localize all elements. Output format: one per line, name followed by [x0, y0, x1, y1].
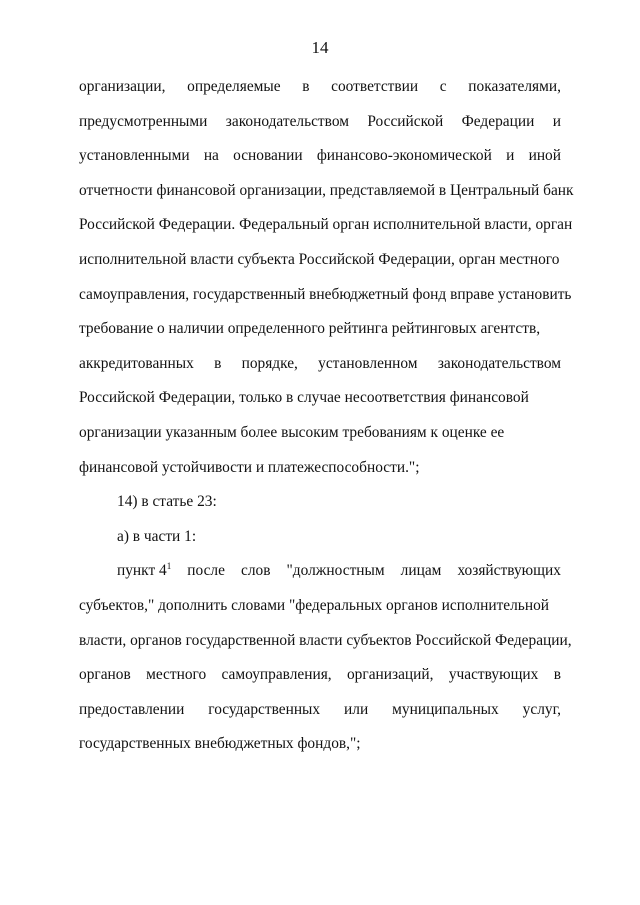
word: местного	[146, 666, 207, 684]
word: Российской	[367, 112, 444, 130]
text-line	[79, 312, 561, 347]
line-text: исполнительной власти субъекта Российской Федерации, орган местного	[79, 250, 560, 268]
text-line	[79, 381, 561, 416]
word: показателями,	[468, 78, 561, 95]
word: лицам	[400, 562, 442, 580]
word: иной	[528, 147, 561, 165]
word: с	[439, 78, 447, 95]
word: слов	[240, 562, 271, 580]
text-line	[79, 139, 561, 174]
text-line	[79, 624, 572, 659]
word: основании	[233, 147, 303, 165]
punkt-label: пункт 4	[117, 562, 167, 580]
text-line	[79, 727, 561, 762]
word: хозяйствующих	[457, 562, 561, 580]
paragraph-punkt-4-1	[79, 554, 572, 762]
word: соответствии	[331, 78, 419, 95]
punkt-reference	[117, 554, 171, 589]
word: государственных	[208, 700, 321, 718]
punkt-superscript: 1	[166, 561, 172, 572]
text-line	[79, 347, 561, 382]
word: на	[203, 147, 219, 165]
text-line	[79, 174, 574, 209]
word: законодательством	[437, 354, 561, 372]
word: установленными	[79, 147, 190, 165]
word: финансово-экономической	[316, 147, 492, 165]
text-line	[79, 243, 561, 278]
word: организации,	[79, 78, 166, 95]
line-text: Российской Федерации, только в случае несоответствия финансовой	[79, 389, 529, 407]
item-14	[79, 485, 561, 520]
word: предусмотренными	[79, 112, 208, 130]
text-line	[79, 208, 573, 243]
word: законодательством	[225, 112, 349, 130]
word: участвующих	[448, 666, 539, 684]
word: предоставлении	[79, 700, 185, 718]
line-text: Российской Федерации. Федеральный орган исполнительной власти, орган	[79, 216, 573, 234]
line-text: финансовой устойчивости и платежеспособности.";	[79, 458, 420, 476]
item-14-label: 14) в статье 23:	[117, 493, 217, 511]
word: самоуправления,	[221, 666, 332, 684]
document-body	[79, 70, 574, 762]
word: установленном	[318, 354, 418, 372]
text-line	[79, 589, 561, 624]
word: определяемые	[187, 78, 281, 95]
word: "должностным	[286, 562, 385, 580]
word: после	[187, 562, 225, 580]
text-line	[79, 416, 561, 451]
subitem-a-label: а) в части 1:	[117, 527, 197, 545]
word: организаций,	[346, 666, 434, 684]
line-text: требование о наличии определенного рейтинга рейтинговых агентств,	[79, 320, 541, 338]
text-line	[79, 693, 561, 728]
text-line	[79, 554, 561, 589]
page-number: 14	[311, 38, 329, 57]
paragraph-continuation	[79, 70, 574, 485]
line-text: самоуправления, государственный внебюджетный фонд вправе установить	[79, 285, 572, 303]
word: органов	[79, 666, 131, 684]
subitem-a	[79, 520, 561, 555]
line-text: власти, органов государственной власти субъектов Российской Федерации,	[79, 631, 572, 649]
text-line	[79, 70, 561, 105]
word: и	[506, 147, 515, 165]
line-text: субъектов," дополнить словами "федеральных органов исполнительной	[79, 596, 549, 614]
word: и	[552, 112, 561, 130]
word: Федерации	[461, 112, 535, 130]
word: или	[344, 700, 369, 718]
word: в	[214, 354, 222, 372]
text-line	[79, 105, 561, 140]
text-line	[79, 451, 561, 486]
text-line	[79, 278, 572, 313]
line-text: отчетности финансовой организации, представляемой в Центральный банк	[79, 181, 574, 199]
line-text: государственных внебюджетных фондов,";	[79, 735, 361, 753]
word: муниципальных	[392, 700, 499, 718]
word: в	[302, 78, 310, 95]
word: в	[553, 666, 561, 684]
word: услуг,	[522, 700, 561, 718]
word: аккредитованных	[79, 354, 194, 372]
line-text: организации указанным более высоким требованиям к оценке ее	[79, 423, 505, 441]
word: порядке,	[241, 354, 298, 372]
text-line	[79, 658, 561, 693]
